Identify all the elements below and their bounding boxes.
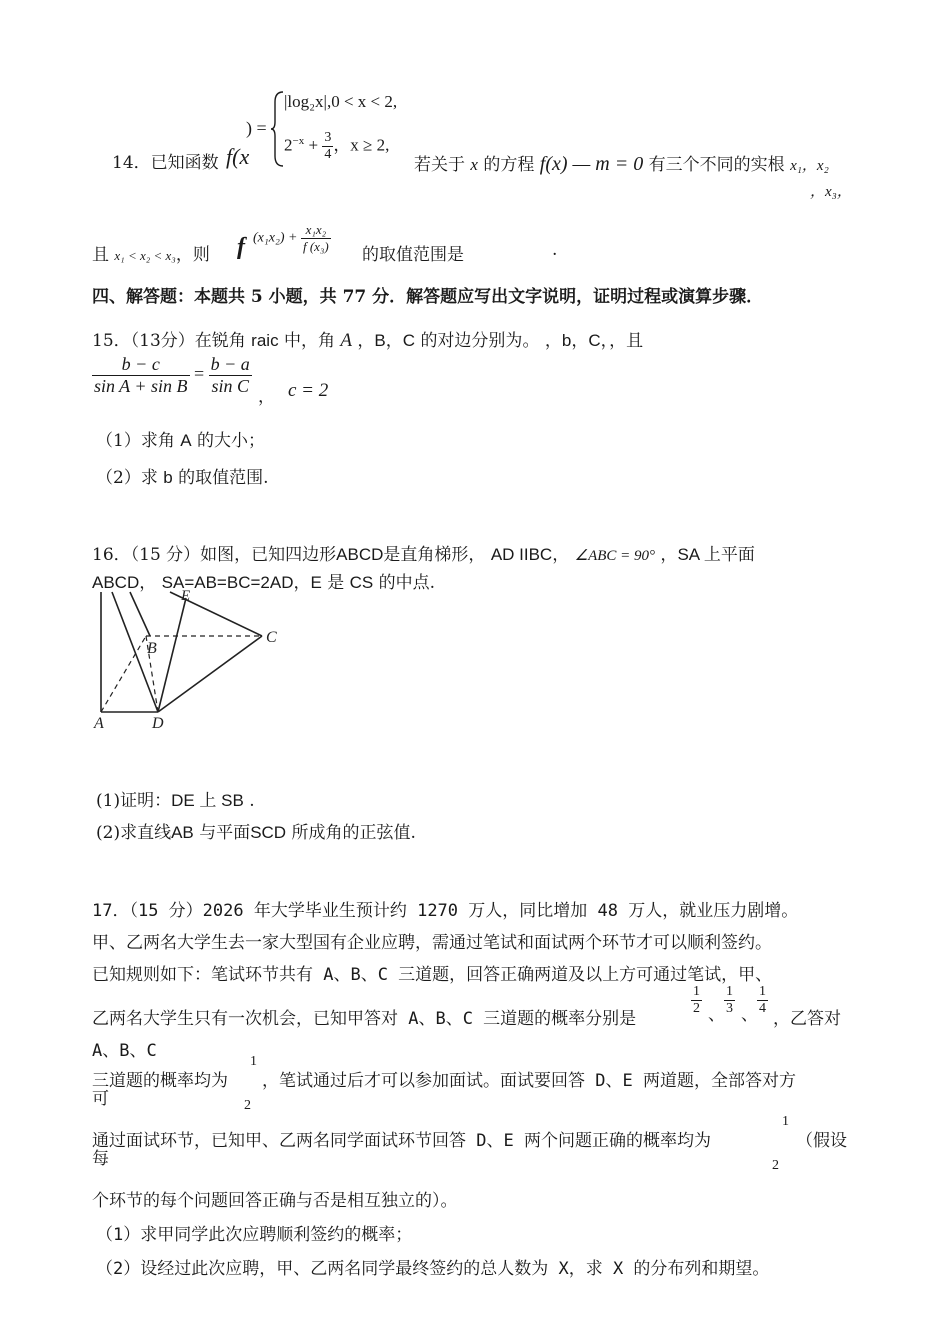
- q14-fx-close: ) =: [246, 118, 267, 138]
- q14-line-2: 且 x₁ < x₂ < x₃，则: [92, 245, 210, 265]
- q17-half-num: 1: [250, 1054, 257, 1069]
- q17-line-7: 可: [92, 1089, 109, 1109]
- q15-line-1: 15．（13分）在锐角 raic 中，角 A ，B，C 的对边分别为。 ，b，C，，且: [92, 330, 644, 351]
- q17-line-8: 通过面试环节，已知甲、乙两名同学面试环节回答 D、E 两个问题正确的概率均为: [92, 1131, 711, 1151]
- pyramid-figure: [90, 590, 290, 730]
- q17-line-3: 已知规则如下：笔试环节共有 A、B、C 三道题，回答正确两道及以上方可通过笔试，甲、: [92, 965, 773, 985]
- q16-line-1: 16．（15 分）如图，已知四边形ABCD是直角梯形， AD IIBC， ∠ABC = 90° ，SA 上平面: [92, 545, 755, 565]
- q17-sub-1: （1）求甲同学此次应聘顺利签约的概率；: [96, 1225, 413, 1245]
- q17-line-2: 甲、乙两名大学生去一家大型国有企业应聘，需通过笔试和面试两个环节才可以顺利签约。: [92, 933, 772, 953]
- q17-sub-2: （2）设经过此次应聘，甲、乙两名同学最终签约的总人数为 X，求 X 的分布列和期望。: [96, 1259, 770, 1279]
- q14-number: 14．已知函数: [112, 153, 219, 173]
- q17-line-1: 17．（15 分）2026 年大学毕业生预计约 1270 万人，同比增加 48 万人，就业压力剧增。: [92, 901, 799, 921]
- label-a: A: [94, 715, 104, 730]
- q15-comma: ，: [258, 387, 275, 407]
- section-4-heading: 四、解答题：本题共 5 小题，共 77 分．解答题应写出文字说明，证明过程或演算步骤．: [92, 287, 764, 307]
- q14-text-1: 若关于 x 的方程 f(x) — m = 0 有三个不同的实根 x₁，x₂: [414, 153, 829, 175]
- q17-line-4-end: ，乙答对: [773, 1009, 841, 1029]
- q14-line-2-end: 的取值范围是: [362, 245, 464, 265]
- q15-sub-2: （2）求 b 的取值范围.: [96, 468, 269, 488]
- q17-line-5: A、B、C: [92, 1041, 157, 1061]
- label-b: B: [147, 640, 157, 657]
- q17-sep-2: 、: [741, 1005, 758, 1025]
- q15-sub-1: （1）求角 A 的大小；: [96, 431, 265, 451]
- q17-line-8-end: （假设: [796, 1131, 847, 1151]
- q14-piece-2: $2^{-x}$ + $\frac{3}{4}$ ，x ≥ 2,: [284, 130, 390, 162]
- q17-half2-den: 2: [772, 1158, 779, 1173]
- q16-sub-2: (2)求直线AB 与平面SCD 所成角的正弦值.: [96, 823, 416, 843]
- q17-line-6: 三道题的概率均为: [92, 1071, 228, 1091]
- q17-prob-a: $\frac{1}{2}$: [693, 984, 700, 1016]
- q17-sep-1: 、: [708, 1005, 725, 1025]
- q17-line-9: 每: [92, 1149, 109, 1169]
- q16-sub-1: (1)证明：DE 上 SB .: [96, 791, 255, 811]
- q14-roots-2: ，x₃，: [810, 184, 852, 200]
- q17-prob-c: $\frac{1}{4}$: [759, 984, 766, 1016]
- q15-equation: $\frac{b - c}{\text{sin A + sin B}}$ = $\frac{b - a}{\text{sin C}}$: [94, 354, 250, 396]
- q17-prob-b: $\frac{1}{3}$: [726, 984, 733, 1016]
- q15-condition: c = 2: [288, 380, 329, 401]
- q14-piece-1: |log₂x|,0 < x < 2,: [284, 92, 398, 111]
- q14-f: f: [237, 234, 245, 260]
- q17-line-6-end: ，笔试通过后才可以参加面试。面试要回答 D、E 两道题，全部答对方: [262, 1071, 796, 1091]
- q14-fx-open: f(x: [226, 144, 250, 169]
- q14-f-arg: (x₁x₂) + $\frac{\text{x₁x₂}}{\text{f (x₃)}}$: [253, 222, 329, 254]
- q14-blank-end: .: [552, 240, 558, 260]
- q17-line-10: 个环节的每个问题回答正确与否是相互独立的）。: [92, 1191, 458, 1211]
- label-c: C: [266, 629, 277, 646]
- q17-half-den: 2: [244, 1098, 251, 1113]
- label-d: D: [152, 715, 164, 730]
- q17-line-4: 乙两名大学生只有一次机会，已知甲答对 A、B、C 三道题的概率分别是: [92, 1009, 637, 1029]
- q16-line-2: ABCD， SA=AB=BC=2AD，E 是 CS 的中点.: [92, 573, 436, 593]
- q17-half2-num: 1: [782, 1114, 789, 1129]
- label-e: E: [181, 590, 191, 604]
